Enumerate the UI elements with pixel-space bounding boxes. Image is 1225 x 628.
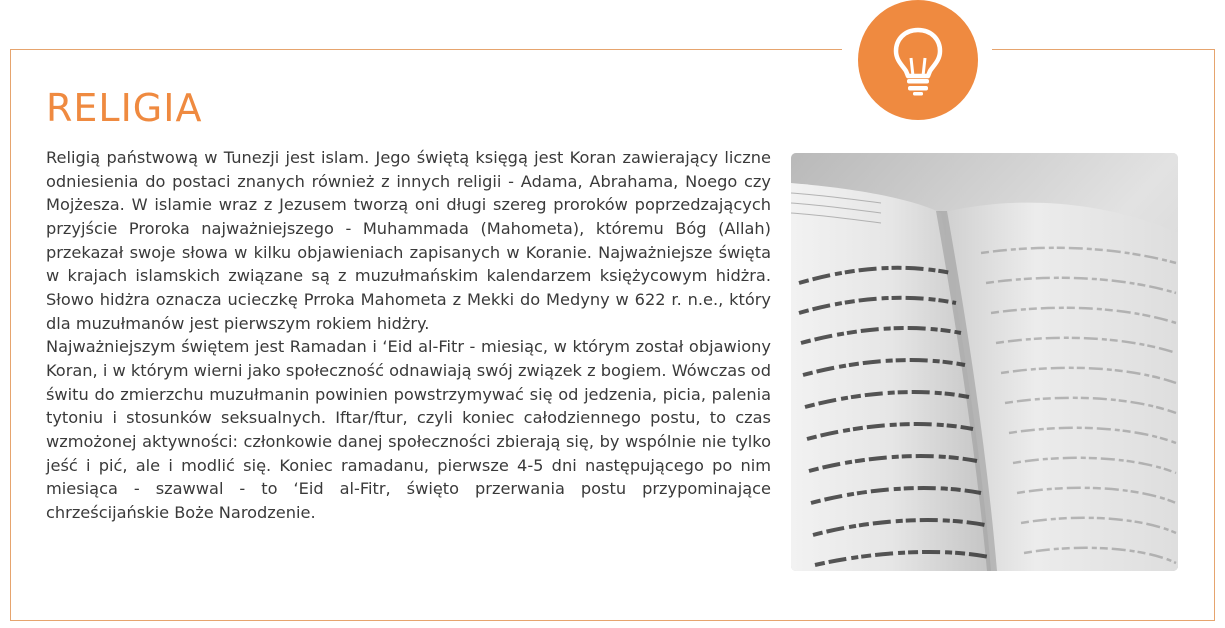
- body-text: [46, 146, 771, 525]
- paragraph-2: Najważniejszym świętem jest Ramadan i ‘Eid al-Fitr - miesiąc, w którym został objawiony Koran, i w którym wierni jako społeczność odnawiają swój związek z bogiem. Wówczas od świtu do zmierzchu muzułmanin powinien powstrzymywać się od jedzenia, picia, palenia tytoniu i stosunków seksualnych. Iftar/ftur, czyli koniec całodziennego postu, to czas wzmożonej aktywności: członkowie danej społeczności zbierają się, by wspólnie nie tylko jeść i pić, ale i modlić się. Koniec ramadanu, pierwsze 4-5 dni następującego po nim miesiąca - szawwal - to ‘Eid al-Fitr, święto przerwania postu przypominające chrześcijańskie Boże Narodzenie.: [46, 337, 771, 522]
- section-title: RELIGIA: [46, 86, 203, 130]
- open-book-image: [791, 153, 1178, 571]
- lightbulb-icon: [886, 24, 950, 96]
- paragraph-1: Religią państwową w Tunezji jest islam. Jego świętą księgą jest Koran zawierający liczne odniesienia do postaci znanych również z innych religii - Adama, Abrahama, Noego czy Mojżesza. W islamie wraz z Jezusem tworzą oni długi szereg proroków poprzedzających przyjście Proroka najważniejszego - Muhammada (Mahometa), któremu Bóg (Allah) przekazał swoje słowa w kilku objawieniach zapisanych w Koranie. Najważniejsze święta w krajach islamskich związane są z muzułmańskim kalendarzem księżycowym hidżra. Słowo hidżra oznacza ucieczkę Prroka Mahometa z Mekki do Medyny w 622 r. n.e., który dla muzułmanów jest pierwszym rokiem hidżry.: [46, 148, 771, 333]
- lightbulb-badge: [858, 0, 978, 120]
- koran-photo: [791, 153, 1178, 571]
